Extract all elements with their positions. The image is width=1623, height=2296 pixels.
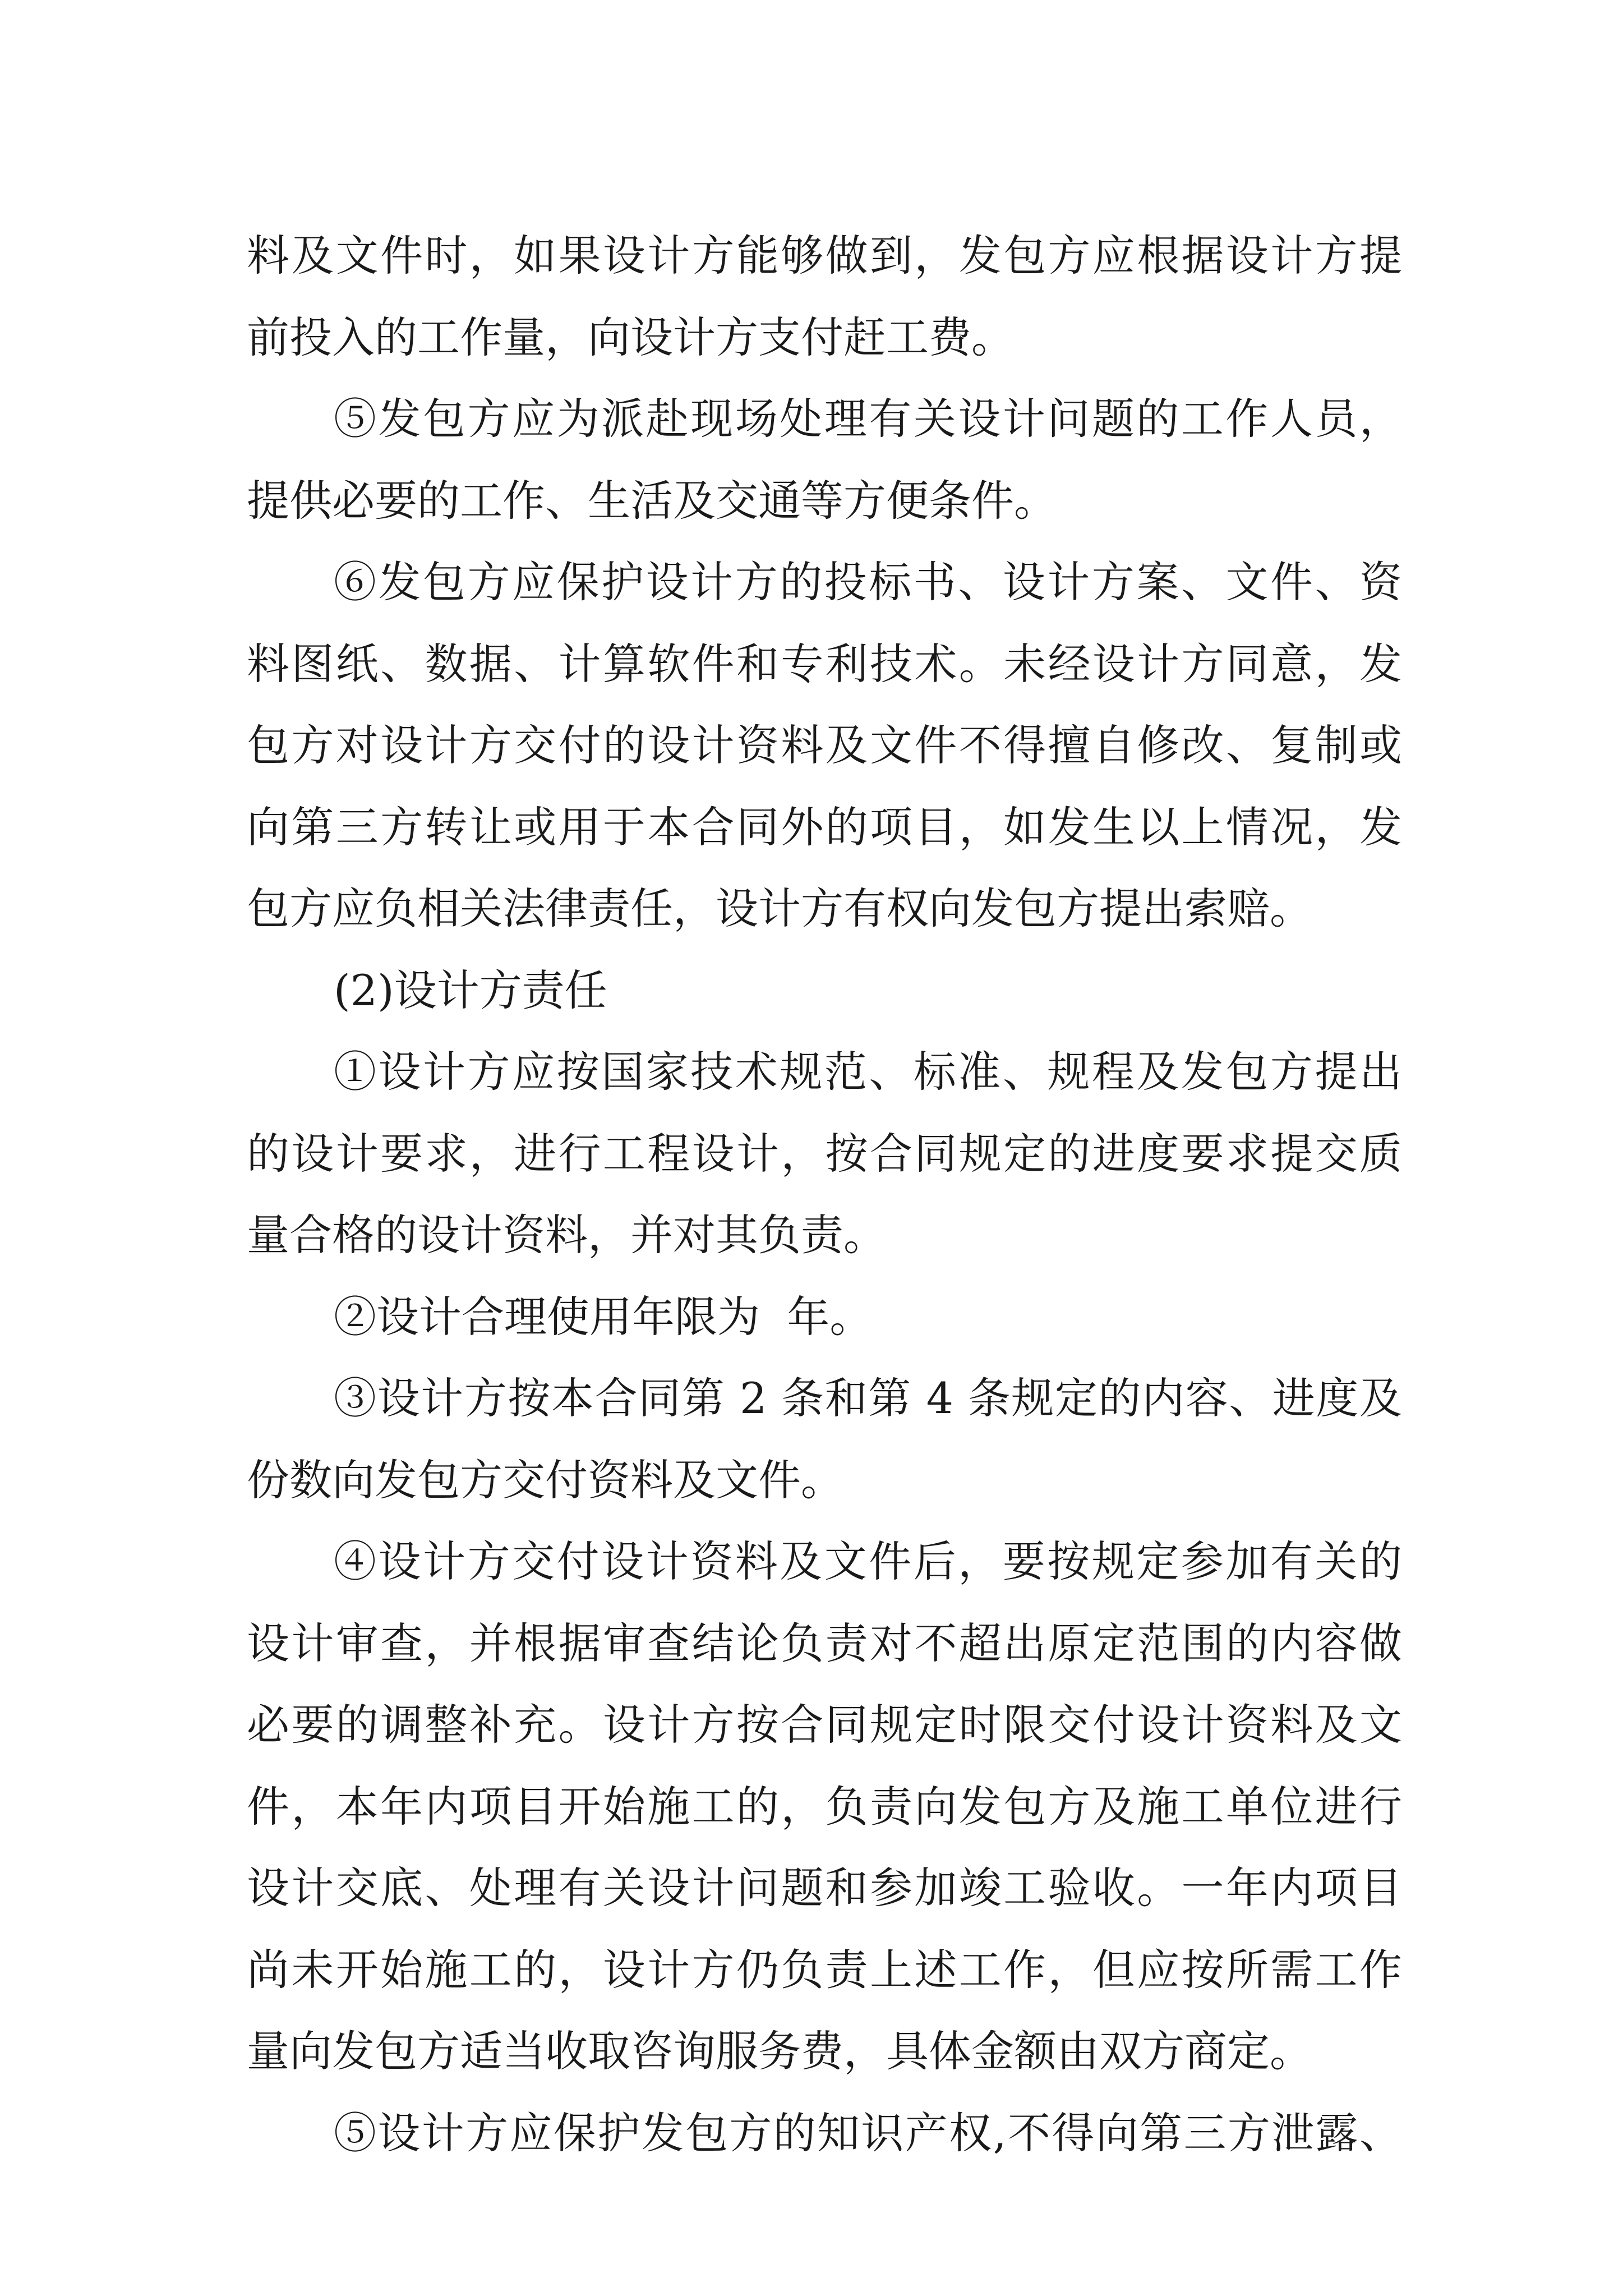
- text-line: ⑤设计方应保护发包方的知识产权,不得向第三方泄露、: [334, 2108, 1402, 2158]
- text-line: 件，本年内项目开始施工的，负责向发包方及施工单位进行: [247, 1781, 1402, 1832]
- text-line: 量合格的设计资料，并对其负责。: [247, 1210, 886, 1260]
- text-line: 的设计要求，进行工程设计，按合同规定的进度要求提交质: [247, 1128, 1402, 1179]
- text-line: 包方对设计方交付的设计资料及文件不得擅自修改、复制或: [247, 720, 1402, 770]
- text-line: 设计审查，并根据审查结论负责对不超出原定范围的内容做: [247, 1618, 1402, 1668]
- text-line: 料及文件时，如果设计方能够做到，发包方应根据设计方提: [247, 231, 1402, 280]
- text-line: ④设计方交付设计资料及文件后，要按规定参加有关的: [334, 1536, 1402, 1586]
- text-line: ②设计合理使用年限为 年。: [334, 1291, 873, 1342]
- text-line: ⑥发包方应保护设计方的投标书、设计方案、文件、资: [334, 557, 1402, 607]
- text-line: 向第三方转让或用于本合同外的项目，如发生以上情况，发: [247, 802, 1402, 852]
- text-line: 尚未开始施工的，设计方仍负责上述工作，但应按所需工作: [247, 1944, 1402, 1995]
- text-line: 份数向发包方交付资料及文件。: [247, 1455, 843, 1505]
- text-line: ③设计方按本合同第 2 条和第 4 条规定的内容、进度及: [334, 1373, 1402, 1423]
- text-line: ⑤发包方应为派赴现场处理有关设计问题的工作人员，: [334, 394, 1402, 444]
- text-line: 设计交底、处理有关设计问题和参加竣工验收。一年内项目: [247, 1863, 1402, 1913]
- section-heading: (2)设计方责任: [334, 965, 607, 1015]
- body-text: [247, 215, 1402, 2174]
- text-line: 前投入的工作量，向设计方支付赶工费。: [247, 312, 1014, 362]
- text-line: 量向发包方适当收取咨询服务费，具体金额由双方商定。: [247, 2026, 1312, 2076]
- text-line: 提供必要的工作、生活及交通等方便条件。: [247, 475, 1057, 526]
- text-line: 必要的调整补充。设计方按合同规定时限交付设计资料及文: [247, 1700, 1402, 1750]
- text-line: ①设计方应按国家技术规范、标准、规程及发包方提出: [334, 1047, 1402, 1097]
- text-line: 包方应负相关法律责任，设计方有权向发包方提出索赔。: [247, 884, 1312, 933]
- text-line: 料图纸、数据、计算软件和专利技术。未经设计方同意，发: [247, 638, 1402, 689]
